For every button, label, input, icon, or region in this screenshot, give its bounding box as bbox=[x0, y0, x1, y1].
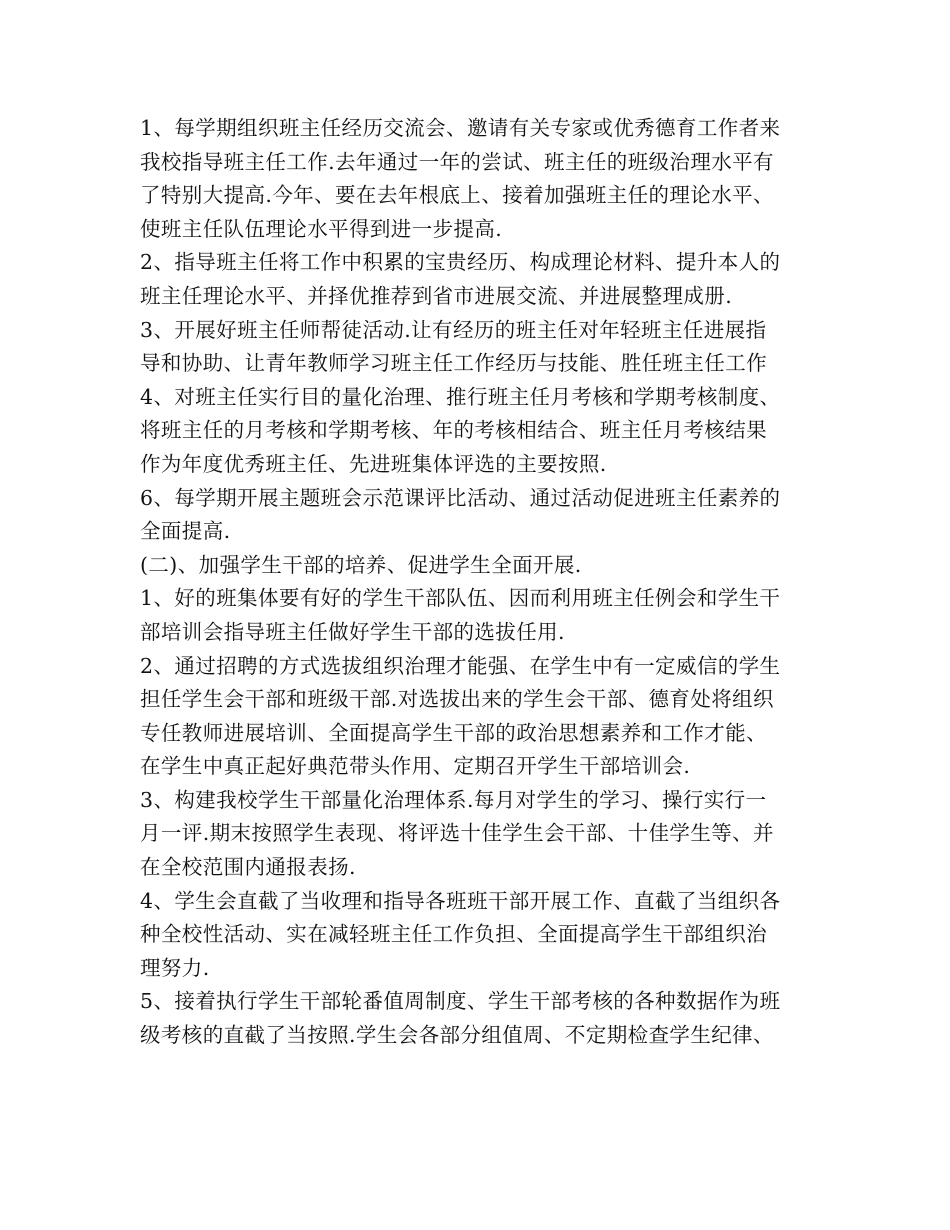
text-line: 作为年度优秀班主任、先进班集体评选的主要按照. bbox=[140, 451, 607, 476]
section-heading: (二)、加强学生干部的培养、促进学生全面开展. bbox=[140, 552, 582, 577]
text-line: 部培训会指导班主任做好学生干部的选拔任用. bbox=[140, 619, 565, 644]
text-line: 将班主任的月考核和学期考核、年的考核相结合、班主任月考核结果 bbox=[140, 418, 767, 443]
text-line: 导和协助、让青年教师学习班主任工作经历与技能、胜任班主任工作 bbox=[140, 351, 767, 376]
text-line: 班主任理论水平、并择优推荐到省市进展交流、并进展整理成册. bbox=[140, 283, 733, 308]
text-line: 使班主任队伍理论水平得到进一步提高. bbox=[140, 216, 503, 241]
document-body bbox=[140, 112, 820, 1053]
text-line: 2、通过招聘的方式选拔组织治理才能强、在学生中有一定威信的学生 bbox=[140, 653, 781, 678]
text-line: 我校指导班主任工作.去年通过一年的尝试、班主任的班级治理水平有 bbox=[140, 149, 774, 174]
text-line: 1、好的班集体要有好的学生干部队伍、因而利用班主任例会和学生干 bbox=[140, 586, 781, 611]
text-line: 2、指导班主任将工作中积累的宝贵经历、构成理论材料、提升本人的 bbox=[140, 250, 781, 275]
text-line: 级考核的直截了当按照.学生会各部分组值周、不定期检查学生纪律、 bbox=[140, 1023, 774, 1048]
text-line: 3、开展好班主任师帮徒活动.让有经历的班主任对年轻班主任进展指 bbox=[140, 317, 767, 342]
text-line: 专任教师进展培训、全面提高学生干部的政治思想素养和工作才能、 bbox=[140, 720, 767, 745]
text-line: 全面提高. bbox=[140, 519, 231, 544]
text-line: 3、构建我校学生干部量化治理体系.每月对学生的学习、操行实行一 bbox=[140, 787, 767, 812]
text-line: 4、对班主任实行目的量化治理、推行班主任月考核和学期考核制度、 bbox=[140, 384, 781, 409]
text-line: 6、每学期开展主题班会示范课评比活动、通过活动促进班主任素养的 bbox=[140, 485, 781, 510]
text-line: 担任学生会干部和班级干部.对选拔出来的学生会干部、德育处将组织 bbox=[140, 687, 774, 712]
text-line: 了特别大提高.今年、要在去年根底上、接着加强班主任的理论水平、 bbox=[140, 183, 774, 208]
text-line: 理努力. bbox=[140, 955, 210, 980]
text-line: 5、接着执行学生干部轮番值周制度、学生干部考核的各种数据作为班 bbox=[140, 989, 781, 1014]
text-line: 1、每学期组织班主任经历交流会、邀请有关专家或优秀德育工作者来 bbox=[140, 116, 781, 140]
text-line: 4、学生会直截了当收理和指导各班班干部开展工作、直截了当组织各 bbox=[140, 888, 781, 913]
text-line: 月一评.期末按照学生表现、将评选十佳学生会干部、十佳学生等、并 bbox=[140, 821, 774, 846]
text-line: 种全校性活动、实在减轻班主任工作负担、全面提高学生干部组织治 bbox=[140, 922, 767, 947]
text-line: 在全校范围内通报表扬. bbox=[140, 855, 356, 880]
text-line: 在学生中真正起好典范带头作用、定期召开学生干部培训会. bbox=[140, 754, 691, 779]
